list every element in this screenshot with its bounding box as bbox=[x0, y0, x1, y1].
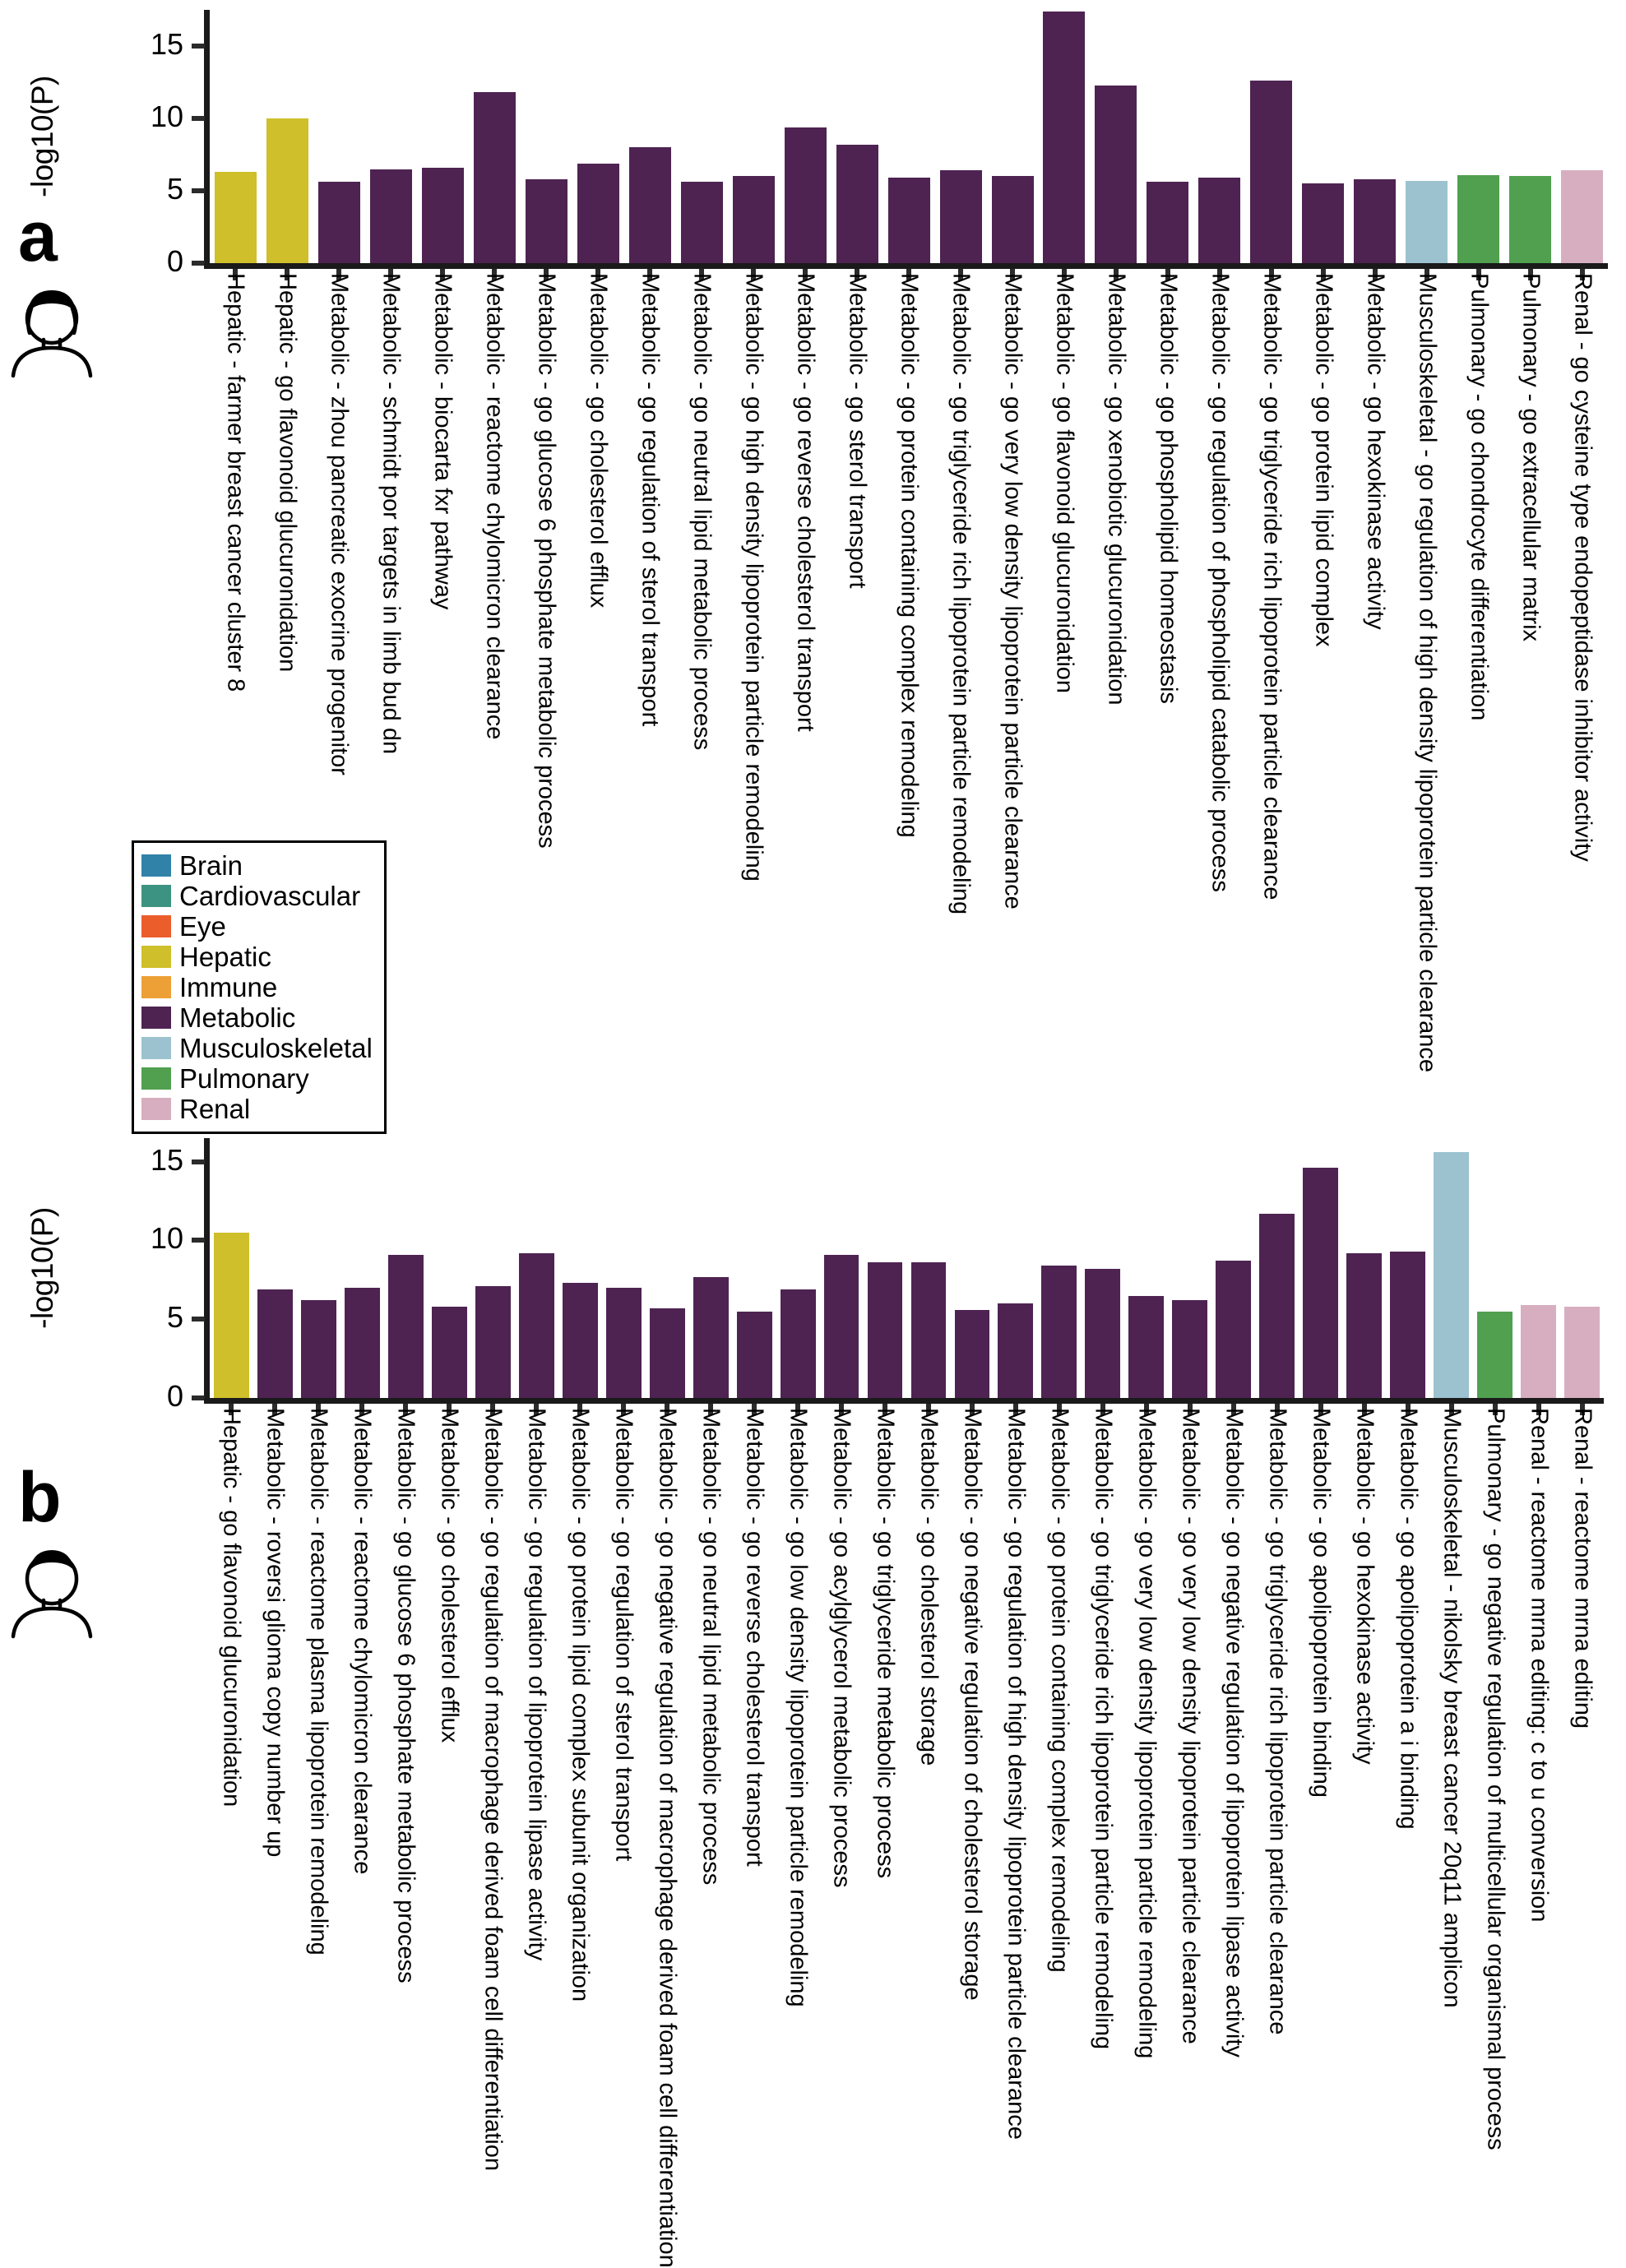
bar[interactable] bbox=[1346, 1253, 1382, 1398]
legend-swatch-icon bbox=[141, 946, 171, 968]
x-axis-label: Metabolic - go regulation of phospholipid catabolic process bbox=[1207, 273, 1234, 892]
plot-area-b bbox=[210, 1138, 1604, 1398]
legend-item-label: Musculoskeletal bbox=[179, 1033, 373, 1063]
bar-cell bbox=[676, 10, 728, 263]
bar[interactable] bbox=[911, 1262, 947, 1398]
x-axis-label: Metabolic - go regulation of lipoprotein lipase activity bbox=[523, 1408, 550, 1961]
y-axis-line-a bbox=[204, 10, 210, 266]
bar[interactable] bbox=[1095, 86, 1137, 263]
bar[interactable] bbox=[629, 147, 671, 263]
bar[interactable] bbox=[992, 176, 1034, 263]
bar-cell bbox=[987, 10, 1039, 263]
bar-cell bbox=[1142, 10, 1193, 263]
legend-swatch-icon bbox=[141, 854, 171, 877]
bar-cell bbox=[1081, 1138, 1124, 1398]
legend-swatch-icon bbox=[141, 1007, 171, 1029]
bar-cell bbox=[210, 1138, 253, 1398]
bar[interactable] bbox=[1041, 1266, 1077, 1398]
y-axis-tick bbox=[192, 1159, 205, 1164]
x-axis-label: Metabolic - reactome plasma lipoprotein remodeling bbox=[305, 1408, 332, 1956]
bar-cell bbox=[776, 1138, 820, 1398]
x-axis-label: Metabolic - go hexokinase activity bbox=[1351, 1408, 1378, 1765]
x-axis-label: Metabolic - go triglyceride rich lipoprotein particle remodeling bbox=[1090, 1408, 1117, 2050]
bar-cell bbox=[253, 1138, 297, 1398]
legend-item-renal bbox=[141, 1094, 373, 1124]
bar-cell bbox=[602, 1138, 646, 1398]
panel-letter-a: a bbox=[18, 197, 58, 276]
y-axis-tick bbox=[192, 1396, 205, 1400]
x-axis-label: Metabolic - go regulation of sterol transport bbox=[637, 273, 664, 727]
bar-cell bbox=[262, 10, 313, 263]
bar-cell bbox=[832, 10, 883, 263]
bar-cell bbox=[864, 1138, 907, 1398]
bar[interactable] bbox=[266, 118, 308, 263]
male-person-icon bbox=[7, 1544, 97, 1639]
bar[interactable] bbox=[388, 1255, 424, 1398]
x-axis-label: Metabolic - go glucose 6 phosphate metabolic process bbox=[533, 273, 560, 849]
y-axis-tick bbox=[192, 116, 205, 121]
bar[interactable] bbox=[257, 1289, 293, 1398]
bar-cell bbox=[340, 1138, 384, 1398]
x-axis-label: Metabolic - go negative regulation of cholesterol storage bbox=[959, 1408, 986, 2001]
bar-cell bbox=[1037, 1138, 1081, 1398]
bar[interactable] bbox=[370, 169, 412, 263]
bar-cell bbox=[1299, 1138, 1342, 1398]
legend-swatch-icon bbox=[141, 1037, 171, 1059]
bar[interactable] bbox=[824, 1255, 859, 1398]
bar-cell bbox=[820, 1138, 864, 1398]
legend-item-label: Cardiovascular bbox=[179, 881, 361, 911]
bar-cell bbox=[883, 10, 935, 263]
bar[interactable] bbox=[1198, 178, 1240, 263]
x-axis-label: Metabolic - go sterol transport bbox=[844, 273, 871, 589]
x-axis-label: Metabolic - go triglyceride rich lipoprotein particle clearance bbox=[1258, 273, 1286, 900]
bar[interactable] bbox=[526, 179, 567, 263]
bar-cell bbox=[646, 1138, 689, 1398]
bar-cell bbox=[1452, 10, 1504, 263]
x-axis-label: Musculoskeletal - nikolsky breast cancer 20q11 amplicon bbox=[1438, 1408, 1466, 2008]
bar-cell bbox=[558, 1138, 602, 1398]
bar[interactable] bbox=[733, 176, 775, 263]
x-axis-label: Metabolic - go triglyceride rich lipoprotein particle remodeling bbox=[947, 273, 975, 915]
x-axis-label: Metabolic - reactome chylomicron clearance bbox=[481, 273, 508, 740]
legend-item-immune bbox=[141, 972, 373, 1002]
bar[interactable] bbox=[432, 1307, 467, 1398]
bar-cell bbox=[1349, 10, 1401, 263]
y-axis-title-a: -log10(P) bbox=[25, 76, 59, 197]
bar[interactable] bbox=[940, 170, 982, 263]
x-axis-label: Metabolic - go apolipoprotein a i binding bbox=[1395, 1408, 1422, 1830]
x-axis-line-b bbox=[204, 1398, 1604, 1404]
x-axis-label: Pulmonary - go negative regulation of multicellular organismal process bbox=[1482, 1408, 1509, 2150]
bar-cell bbox=[1556, 10, 1608, 263]
bar-cell bbox=[297, 1138, 340, 1398]
bar-cell bbox=[1168, 1138, 1211, 1398]
bar-cell bbox=[1560, 1138, 1604, 1398]
x-axis-label: Metabolic - go low density lipoprotein particle remodeling bbox=[785, 1408, 812, 2007]
female-person-icon bbox=[7, 284, 97, 378]
x-axis-label: Metabolic - go flavonoid glucuronidation bbox=[1051, 273, 1078, 694]
bar[interactable] bbox=[563, 1283, 598, 1398]
bar-cell bbox=[907, 1138, 951, 1398]
x-axis-label: Metabolic - go high density lipoprotein particle remodeling bbox=[740, 273, 767, 882]
panel-b bbox=[0, 1102, 1626, 2268]
bar[interactable] bbox=[781, 1289, 816, 1398]
bar-cell bbox=[689, 1138, 733, 1398]
bar[interactable] bbox=[475, 1286, 511, 1398]
legend-item-musculoskeletal bbox=[141, 1033, 373, 1063]
y-axis-tick-label: 5 bbox=[166, 1300, 183, 1335]
bar-cell bbox=[1090, 10, 1142, 263]
bar-cell bbox=[365, 10, 417, 263]
x-axis-label: Metabolic - go triglyceride rich lipoprotein particle clearance bbox=[1264, 1408, 1291, 2035]
x-axis-label: Metabolic - go protein lipid complex bbox=[1310, 273, 1337, 647]
x-axis-label: Metabolic - go apolipoprotein binding bbox=[1308, 1408, 1335, 1798]
x-axis-label: Metabolic - go glucose 6 phosphate metabolic process bbox=[392, 1408, 419, 1983]
bar[interactable] bbox=[1457, 175, 1499, 263]
y-axis-tick-label: 0 bbox=[166, 1379, 183, 1413]
bar[interactable] bbox=[345, 1288, 380, 1398]
legend-item-label: Hepatic bbox=[179, 942, 271, 972]
bar[interactable] bbox=[301, 1300, 336, 1398]
bar[interactable] bbox=[1216, 1261, 1251, 1398]
bar-cell bbox=[1255, 1138, 1299, 1398]
legend-item-label: Eye bbox=[179, 911, 226, 942]
x-axis-label: Pulmonary - go chondrocyte differentiation bbox=[1466, 273, 1493, 721]
legend-item-label: Pulmonary bbox=[179, 1063, 309, 1094]
bar-cell bbox=[1211, 1138, 1255, 1398]
legend-item-eye bbox=[141, 911, 373, 942]
bar[interactable] bbox=[519, 1253, 554, 1398]
bar-cell bbox=[1386, 1138, 1429, 1398]
x-axis-label: Metabolic - biocarta fxr pathway bbox=[429, 273, 456, 610]
bar[interactable] bbox=[474, 92, 516, 263]
bar[interactable] bbox=[1085, 1269, 1120, 1398]
bar-cell bbox=[384, 1138, 428, 1398]
bar[interactable] bbox=[1477, 1312, 1513, 1398]
y-axis-tick bbox=[192, 188, 205, 193]
y-axis-tick-label: 10 bbox=[150, 100, 183, 133]
x-axis-label: Metabolic - go negative regulation of macrophage derived foam cell differentiation bbox=[654, 1408, 681, 2268]
bar-cell bbox=[471, 1138, 515, 1398]
legend-item-metabolic bbox=[141, 1002, 373, 1033]
x-axis-label: Metabolic - reactome chylomicron clearance bbox=[349, 1408, 376, 1875]
bar[interactable] bbox=[785, 127, 827, 263]
bar[interactable] bbox=[318, 182, 360, 263]
x-axis-label: Metabolic - go protein lipid complex subunit organization bbox=[567, 1408, 594, 2002]
bar-cell bbox=[994, 1138, 1037, 1398]
bar-cell bbox=[1504, 10, 1556, 263]
y-axis-tick bbox=[192, 261, 205, 266]
x-axis-label: Metabolic - go protein containing complex remodeling bbox=[896, 273, 923, 838]
bar-cell bbox=[728, 10, 780, 263]
x-axis-label: Metabolic - go cholesterol efflux bbox=[436, 1408, 463, 1743]
y-axis-tick-label: 10 bbox=[150, 1221, 183, 1256]
x-axis-label: Hepatic - go flavonoid glucuronidation bbox=[274, 273, 301, 673]
bar[interactable] bbox=[955, 1310, 990, 1398]
x-axis-label: Metabolic - schmidt por targets in limb bud dn bbox=[378, 273, 405, 755]
x-axis-label: Metabolic - go cholesterol storage bbox=[915, 1408, 943, 1766]
bar-cell bbox=[1193, 10, 1245, 263]
bar[interactable] bbox=[1561, 170, 1603, 263]
x-axis-line-a bbox=[204, 263, 1608, 269]
bar[interactable] bbox=[1564, 1307, 1600, 1398]
bar[interactable] bbox=[650, 1308, 685, 1398]
panel-letter-b: b bbox=[18, 1458, 62, 1537]
bar[interactable] bbox=[1043, 12, 1085, 263]
y-axis-tick-label: 15 bbox=[150, 1142, 183, 1177]
y-axis-title-b: -log10(P) bbox=[25, 1207, 59, 1329]
bar[interactable] bbox=[1250, 81, 1292, 263]
bar[interactable] bbox=[998, 1303, 1033, 1398]
bar[interactable] bbox=[1147, 182, 1188, 263]
bar[interactable] bbox=[1509, 176, 1551, 263]
bar-series-a bbox=[210, 10, 1608, 263]
bar[interactable] bbox=[1434, 1152, 1469, 1398]
x-axis-label: Pulmonary - go extracellular matrix bbox=[1517, 273, 1545, 642]
bar-cell bbox=[521, 10, 572, 263]
bar[interactable] bbox=[606, 1288, 642, 1398]
x-axis-label: Metabolic - go regulation of sterol transport bbox=[610, 1408, 637, 1862]
x-axis-label: Hepatic - farmer breast cancer cluster 8 bbox=[222, 273, 249, 692]
y-axis-tick-label: 5 bbox=[166, 172, 183, 206]
bar-cell bbox=[1124, 1138, 1168, 1398]
legend-item-label: Renal bbox=[179, 1094, 251, 1124]
x-axis-label: Metabolic - go very low density lipoprotein particle clearance bbox=[1177, 1408, 1204, 2044]
x-axis-label: Metabolic - go negative regulation of lipoprotein lipase activity bbox=[1221, 1408, 1248, 2057]
x-axis-label: Renal - reactome mrna editing bbox=[1569, 1408, 1596, 1729]
y-axis-tick bbox=[192, 1238, 205, 1243]
bar[interactable] bbox=[1521, 1305, 1556, 1398]
bar[interactable] bbox=[1259, 1214, 1295, 1398]
x-axis-label: Metabolic - go very low density lipoprotein particle remodeling bbox=[1133, 1408, 1160, 2059]
bar[interactable] bbox=[693, 1277, 729, 1398]
bar[interactable] bbox=[577, 164, 619, 263]
bar-cell bbox=[313, 10, 365, 263]
bar-cell bbox=[1039, 10, 1091, 263]
x-axis-label: Hepatic - go flavonoid glucuronidation bbox=[218, 1408, 245, 1807]
bar[interactable] bbox=[888, 178, 930, 263]
legend-swatch-icon bbox=[141, 885, 171, 907]
bar-cell bbox=[1429, 1138, 1473, 1398]
x-axis-label: Metabolic - go acylglycerol metabolic process bbox=[828, 1408, 855, 1888]
x-axis-label: Metabolic - zhou pancreatic exocrine progenitor bbox=[326, 273, 353, 775]
legend-swatch-icon bbox=[141, 1067, 171, 1090]
legend-item-pulmonary bbox=[141, 1063, 373, 1094]
legend-item-label: Metabolic bbox=[179, 1002, 296, 1033]
y-axis-tick bbox=[192, 1317, 205, 1321]
legend-swatch-icon bbox=[141, 976, 171, 998]
bar[interactable] bbox=[1354, 179, 1396, 263]
bar[interactable] bbox=[1172, 1300, 1207, 1398]
x-axis-label: Renal - go cysteine type endopeptidase inhibitor activity bbox=[1569, 273, 1596, 862]
legend-item-label: Brain bbox=[179, 850, 243, 881]
bar[interactable] bbox=[215, 172, 257, 263]
bar-cell bbox=[935, 10, 987, 263]
bar-cell bbox=[572, 10, 624, 263]
y-axis-tick-label: 0 bbox=[166, 244, 183, 278]
bar[interactable] bbox=[1302, 183, 1344, 263]
x-axis-label: Metabolic - go regulation of high density lipoprotein particle clearance bbox=[1003, 1408, 1030, 2140]
bar-series-b bbox=[210, 1138, 1604, 1398]
bar[interactable] bbox=[1303, 1168, 1338, 1398]
x-axis-label: Metabolic - go reverse cholesterol transport bbox=[741, 1408, 768, 1867]
x-axis-label: Metabolic - roversi glioma copy number up bbox=[262, 1408, 289, 1858]
bar[interactable] bbox=[868, 1262, 903, 1398]
bar-cell bbox=[1342, 1138, 1386, 1398]
bar-cell bbox=[733, 1138, 776, 1398]
x-axis-label: Metabolic - go neutral lipid metabolic process bbox=[688, 273, 716, 751]
bar[interactable] bbox=[422, 168, 464, 263]
x-axis-label: Metabolic - go hexokinase activity bbox=[1362, 273, 1389, 630]
legend-item-brain bbox=[141, 850, 373, 881]
bar-cell bbox=[417, 10, 469, 263]
x-axis-label: Metabolic - go protein containing complex remodeling bbox=[1046, 1408, 1073, 1973]
x-axis-label: Metabolic - go reverse cholesterol transport bbox=[792, 273, 819, 732]
legend-swatch-icon bbox=[141, 915, 171, 937]
bar[interactable] bbox=[1390, 1252, 1425, 1398]
bar-cell bbox=[1245, 10, 1297, 263]
tissue-category-legend bbox=[132, 840, 387, 1134]
bar-cell bbox=[1401, 10, 1452, 263]
bar-cell bbox=[469, 10, 521, 263]
bar-cell bbox=[515, 1138, 558, 1398]
x-axis-label: Metabolic - go regulation of macrophage derived foam cell differentiation bbox=[479, 1408, 507, 2171]
x-axis-label: Musculoskeletal - go regulation of high density lipoprotein particle clearance bbox=[1414, 273, 1441, 1073]
x-axis-label: Metabolic - go very low density lipoprotein particle clearance bbox=[999, 273, 1026, 910]
bar[interactable] bbox=[1128, 1296, 1164, 1398]
bar-cell bbox=[1517, 1138, 1560, 1398]
legend-item-label: Immune bbox=[179, 972, 278, 1002]
bar[interactable] bbox=[1406, 181, 1448, 263]
x-axis-label: Metabolic - go phospholipid homeostasis bbox=[1155, 273, 1182, 704]
x-axis-label: Metabolic - go triglyceride metabolic process bbox=[872, 1408, 899, 1879]
y-axis-tick bbox=[192, 44, 205, 49]
bar[interactable] bbox=[836, 145, 878, 263]
legend-item-hepatic bbox=[141, 942, 373, 972]
x-axis-label: Metabolic - go neutral lipid metabolic process bbox=[697, 1408, 725, 1886]
legend-item-cardiovascular bbox=[141, 881, 373, 911]
bar[interactable] bbox=[737, 1312, 772, 1398]
y-axis-line-b bbox=[204, 1138, 210, 1401]
bar-cell bbox=[428, 1138, 471, 1398]
bar-cell bbox=[1297, 10, 1349, 263]
plot-area-a bbox=[210, 10, 1608, 263]
bar-cell bbox=[624, 10, 676, 263]
bar-cell bbox=[210, 10, 262, 263]
bar[interactable] bbox=[214, 1233, 249, 1398]
x-axis-label: Metabolic - go xenobiotic glucuronidation bbox=[1103, 273, 1130, 706]
x-axis-label: Metabolic - go cholesterol efflux bbox=[585, 273, 612, 609]
bar-cell bbox=[950, 1138, 994, 1398]
y-axis-tick-label: 15 bbox=[150, 27, 183, 61]
bar-cell bbox=[780, 10, 832, 263]
bar[interactable] bbox=[681, 182, 723, 263]
bar-cell bbox=[1473, 1138, 1517, 1398]
x-axis-label: Renal - reactome mrna editing: c to u conversion bbox=[1526, 1408, 1553, 1923]
legend-swatch-icon bbox=[141, 1098, 171, 1120]
